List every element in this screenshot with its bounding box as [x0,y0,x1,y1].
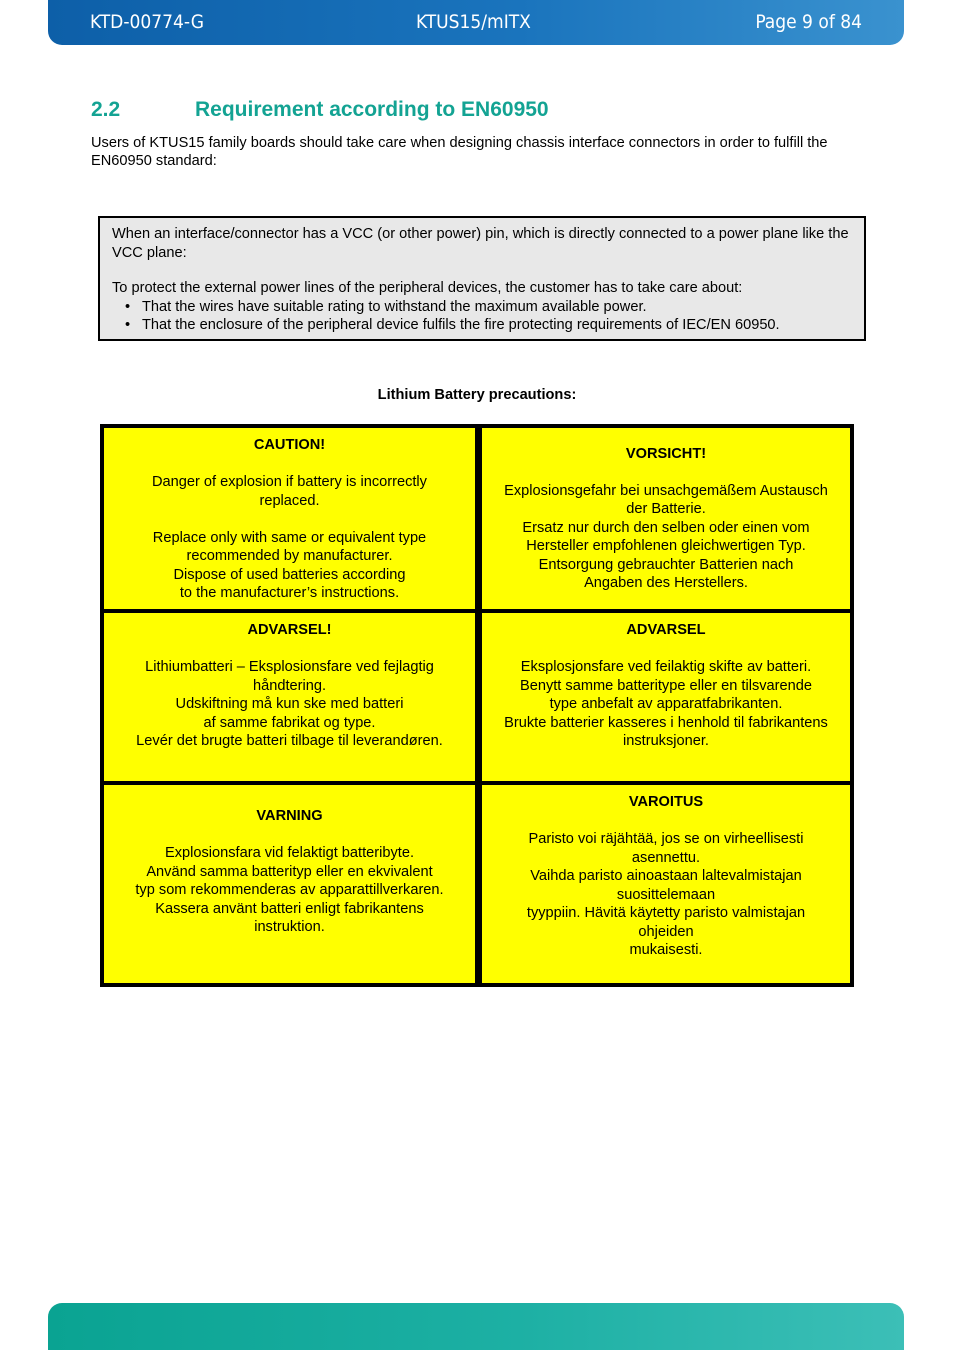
warning-line: Benytt samme batteritype eller en tilsvarende [519,677,813,694]
power-notice-box [98,216,866,341]
section-heading [91,98,549,122]
warning-line: Danger of explosion if battery is incorrectly [152,474,427,490]
warning-line: Explosionsfara vid felaktigt batteribyte. [164,845,415,862]
warning-line: af samme fabrikat og type. [203,714,376,731]
warning-cell-english [104,428,475,609]
warning-line: Använd samma batterityp eller en ekvivalent [146,863,433,880]
bullet-icon: • [125,298,131,315]
warning-line: Replace only with same or equivalent type [152,529,427,546]
warning-line: recommended by manufacturer. [186,548,393,564]
warning-line: Eksplosjonsfare ved feilaktig skifte av batteri. [520,659,812,675]
warning-line: typ som rekommenderas av apparattillverkaren. [135,882,444,899]
warning-line: Lithiumbatteri – Eksplosionsfare ved fejlagtig [145,659,434,675]
warning-line: Brukte batterier kasseres i henhold til fabrikantens [504,714,828,731]
intro-paragraph: Users of KTUS15 family boards should take care when designing chassis interface connectors in order to fulfill the EN60950 standard: [91,135,828,169]
warning-line: type anbefalt av apparatfabrikanten. [549,696,783,712]
warning-line: suosittelemaan [616,886,716,903]
warning-line: Paristo voi räjähtää, jos se on virheellisesti [528,831,804,847]
warning-line: asennettu. [631,849,701,866]
warning-cell-german [482,428,850,609]
warning-title: CAUTION! [253,437,326,453]
warning-line: mukaisesti. [629,942,703,958]
page-header [48,0,904,45]
warning-line: Vaihda paristo ainoastaan laltevalmistajan [530,868,802,884]
warning-title: VORSICHT! [625,445,707,462]
warning-cell-danish [104,613,475,781]
warning-line: Entsorgung gebrauchter Batterien nach [538,556,794,573]
warning-cell-swedish [104,785,475,983]
battery-warnings-table [100,424,854,987]
notice-bullet-text: That the wires have suitable rating to withstand the maximum available power. [142,298,647,315]
warning-line: instruksjoner. [623,733,709,749]
bullet-icon: • [125,317,131,333]
page-number: Page 9 of 84 [755,11,862,33]
section-number: 2.2 [91,98,121,121]
notice-bullet-item [112,316,852,335]
warning-cell-norwegian [482,613,850,781]
warning-line: Explosionsgefahr bei unsachgemäßem Austausch [504,482,828,499]
warning-line: Angaben des Herstellers. [584,575,748,591]
page-footer [48,1303,904,1350]
warning-line: to the manufacturer’s instructions. [179,585,400,601]
notice-bullet-text: That the enclosure of the peripheral device fulfils the fire protecting requirements of IEC/EN 60950. [142,317,780,333]
warning-line: Udskiftning må kun ske med batteri [175,696,404,712]
warning-title: VAROITUS [628,794,704,810]
warning-title: ADVARSEL [626,622,706,638]
product-name: KTUS15/mITX [416,11,531,33]
notice-paragraph-1: When an interface/connector has a VCC (or other power) pin, which is directly connected to a power plane like the VCC plane: [112,226,849,261]
document-id: KTD-00774-G [90,11,204,33]
warning-line: instruktion. [254,919,325,936]
warning-title: ADVARSEL! [247,622,332,638]
notice-bullet-item [112,298,852,317]
notice-paragraph-2: To protect the external power lines of the peripheral devices, the customer has to take care about: [112,280,743,296]
warning-line: Ersatz nur durch den selben oder einen vom [522,519,810,536]
warning-cell-finnish [482,785,850,983]
battery-precautions-heading: Lithium Battery precautions: [377,387,577,403]
section-title: Requirement according to EN60950 [195,98,549,121]
warning-line: Levér det brugte batteri tilbage til leverandøren. [136,733,443,749]
warning-line: ohjeiden [638,923,694,940]
warning-line: der Batterie. [626,501,706,517]
warning-line: Kassera använt batteri enligt fabrikantens [155,900,424,917]
warning-line: Hersteller empfohlenen gleichwertigen Typ. [526,538,806,554]
warning-line: Dispose of used batteries according [173,566,406,583]
warning-title: VARNING [256,808,323,825]
warning-line: replaced. [259,492,320,509]
warning-line: tyyppiin. Hävitä käytetty paristo valmistajan [526,905,806,921]
notice-bullet-list [112,298,852,335]
warning-line: håndtering. [252,677,327,694]
